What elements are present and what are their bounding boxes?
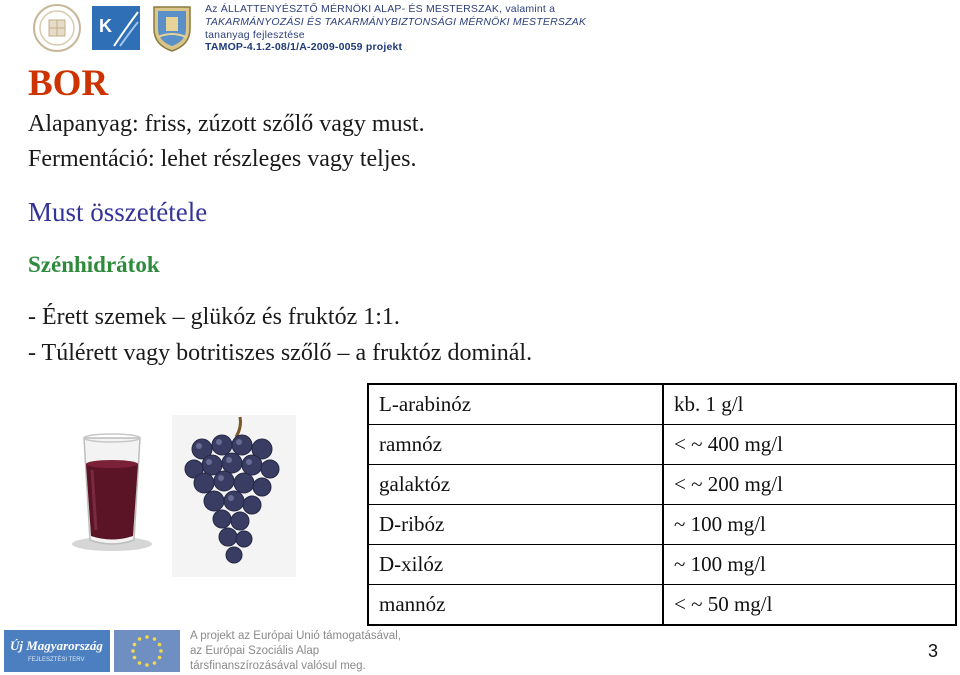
crest-logo bbox=[148, 3, 196, 53]
table-row bbox=[368, 545, 956, 585]
sugar-content-table bbox=[367, 383, 957, 626]
sugar-amount-cell: ~ 100 mg/l bbox=[663, 505, 956, 545]
table-row bbox=[368, 505, 956, 545]
table-row bbox=[368, 585, 956, 626]
project-code: TAMOP-4.1.2-08/1/A-2009-0059 projekt bbox=[205, 41, 403, 53]
slide-title: BOR bbox=[28, 63, 109, 104]
bullet-overripe-grapes: - Túlérett vagy botritiszes szőlő – a fruktóz dominál. bbox=[28, 340, 533, 366]
bullet-ripe-berries: - Érett szemek – glükóz és fruktóz 1:1. bbox=[28, 304, 400, 330]
footer-line-1: A projekt az Európai Unió támogatásával, bbox=[190, 630, 401, 642]
footer-line-3: társfinanszírozásával valósul meg. bbox=[190, 660, 366, 672]
university-seal-logo bbox=[28, 3, 86, 53]
sugar-name-cell: galaktóz bbox=[368, 465, 663, 505]
sugar-name-cell: D-xilóz bbox=[368, 545, 663, 585]
sugar-amount-cell: kb. 1 g/l bbox=[663, 384, 956, 425]
wine-glass-image bbox=[62, 430, 162, 555]
header-line-2: TAKARMÁNYOZÁSI ÉS TAKARMÁNYBIZTONSÁGI MÉRNÖKI MESTERSZAK bbox=[205, 16, 587, 28]
grape-bunch-image bbox=[172, 415, 296, 577]
subheading-carbohydrates: Szénhidrátok bbox=[28, 252, 160, 277]
sugar-amount-cell: ~ 100 mg/l bbox=[663, 545, 956, 585]
sugar-name-cell: mannóz bbox=[368, 585, 663, 626]
table-row bbox=[368, 384, 956, 425]
eu-flag-logo bbox=[114, 630, 180, 672]
sugar-name-cell: D-ribóz bbox=[368, 505, 663, 545]
sugar-amount-cell: < ~ 50 mg/l bbox=[663, 585, 956, 626]
footer-line-2: az Európai Szociális Alap bbox=[190, 645, 320, 657]
table-row bbox=[368, 465, 956, 505]
logo-text: Új Magyarország bbox=[10, 638, 103, 653]
header-line-1: Az ÁLLATTENYÉSZTŐ MÉRNÖKI ALAP- ÉS MESTERSZAK, valamint a bbox=[205, 3, 556, 15]
sugar-name-cell: L-arabinóz bbox=[368, 384, 663, 425]
sugar-amount-cell: < ~ 400 mg/l bbox=[663, 425, 956, 465]
text-line-raw-material: Alapanyag: friss, zúzott szőlő vagy must. bbox=[28, 111, 425, 137]
table-row bbox=[368, 425, 956, 465]
logo-subtext: FEJLESZTÉSI TERV bbox=[28, 657, 85, 663]
k-logo bbox=[92, 6, 140, 50]
sugar-name-cell: ramnóz bbox=[368, 425, 663, 465]
sugar-amount-cell: < ~ 200 mg/l bbox=[663, 465, 956, 505]
page-number: 3 bbox=[927, 641, 938, 661]
k-logo-letter: K bbox=[99, 16, 112, 36]
uj-magyarorszag-logo bbox=[4, 630, 110, 672]
header-line-3: tananyag fejlesztése bbox=[205, 29, 305, 41]
subheading-must-composition: Must összetétele bbox=[28, 197, 208, 227]
text-line-fermentation: Fermentáció: lehet részleges vagy teljes. bbox=[28, 146, 417, 172]
